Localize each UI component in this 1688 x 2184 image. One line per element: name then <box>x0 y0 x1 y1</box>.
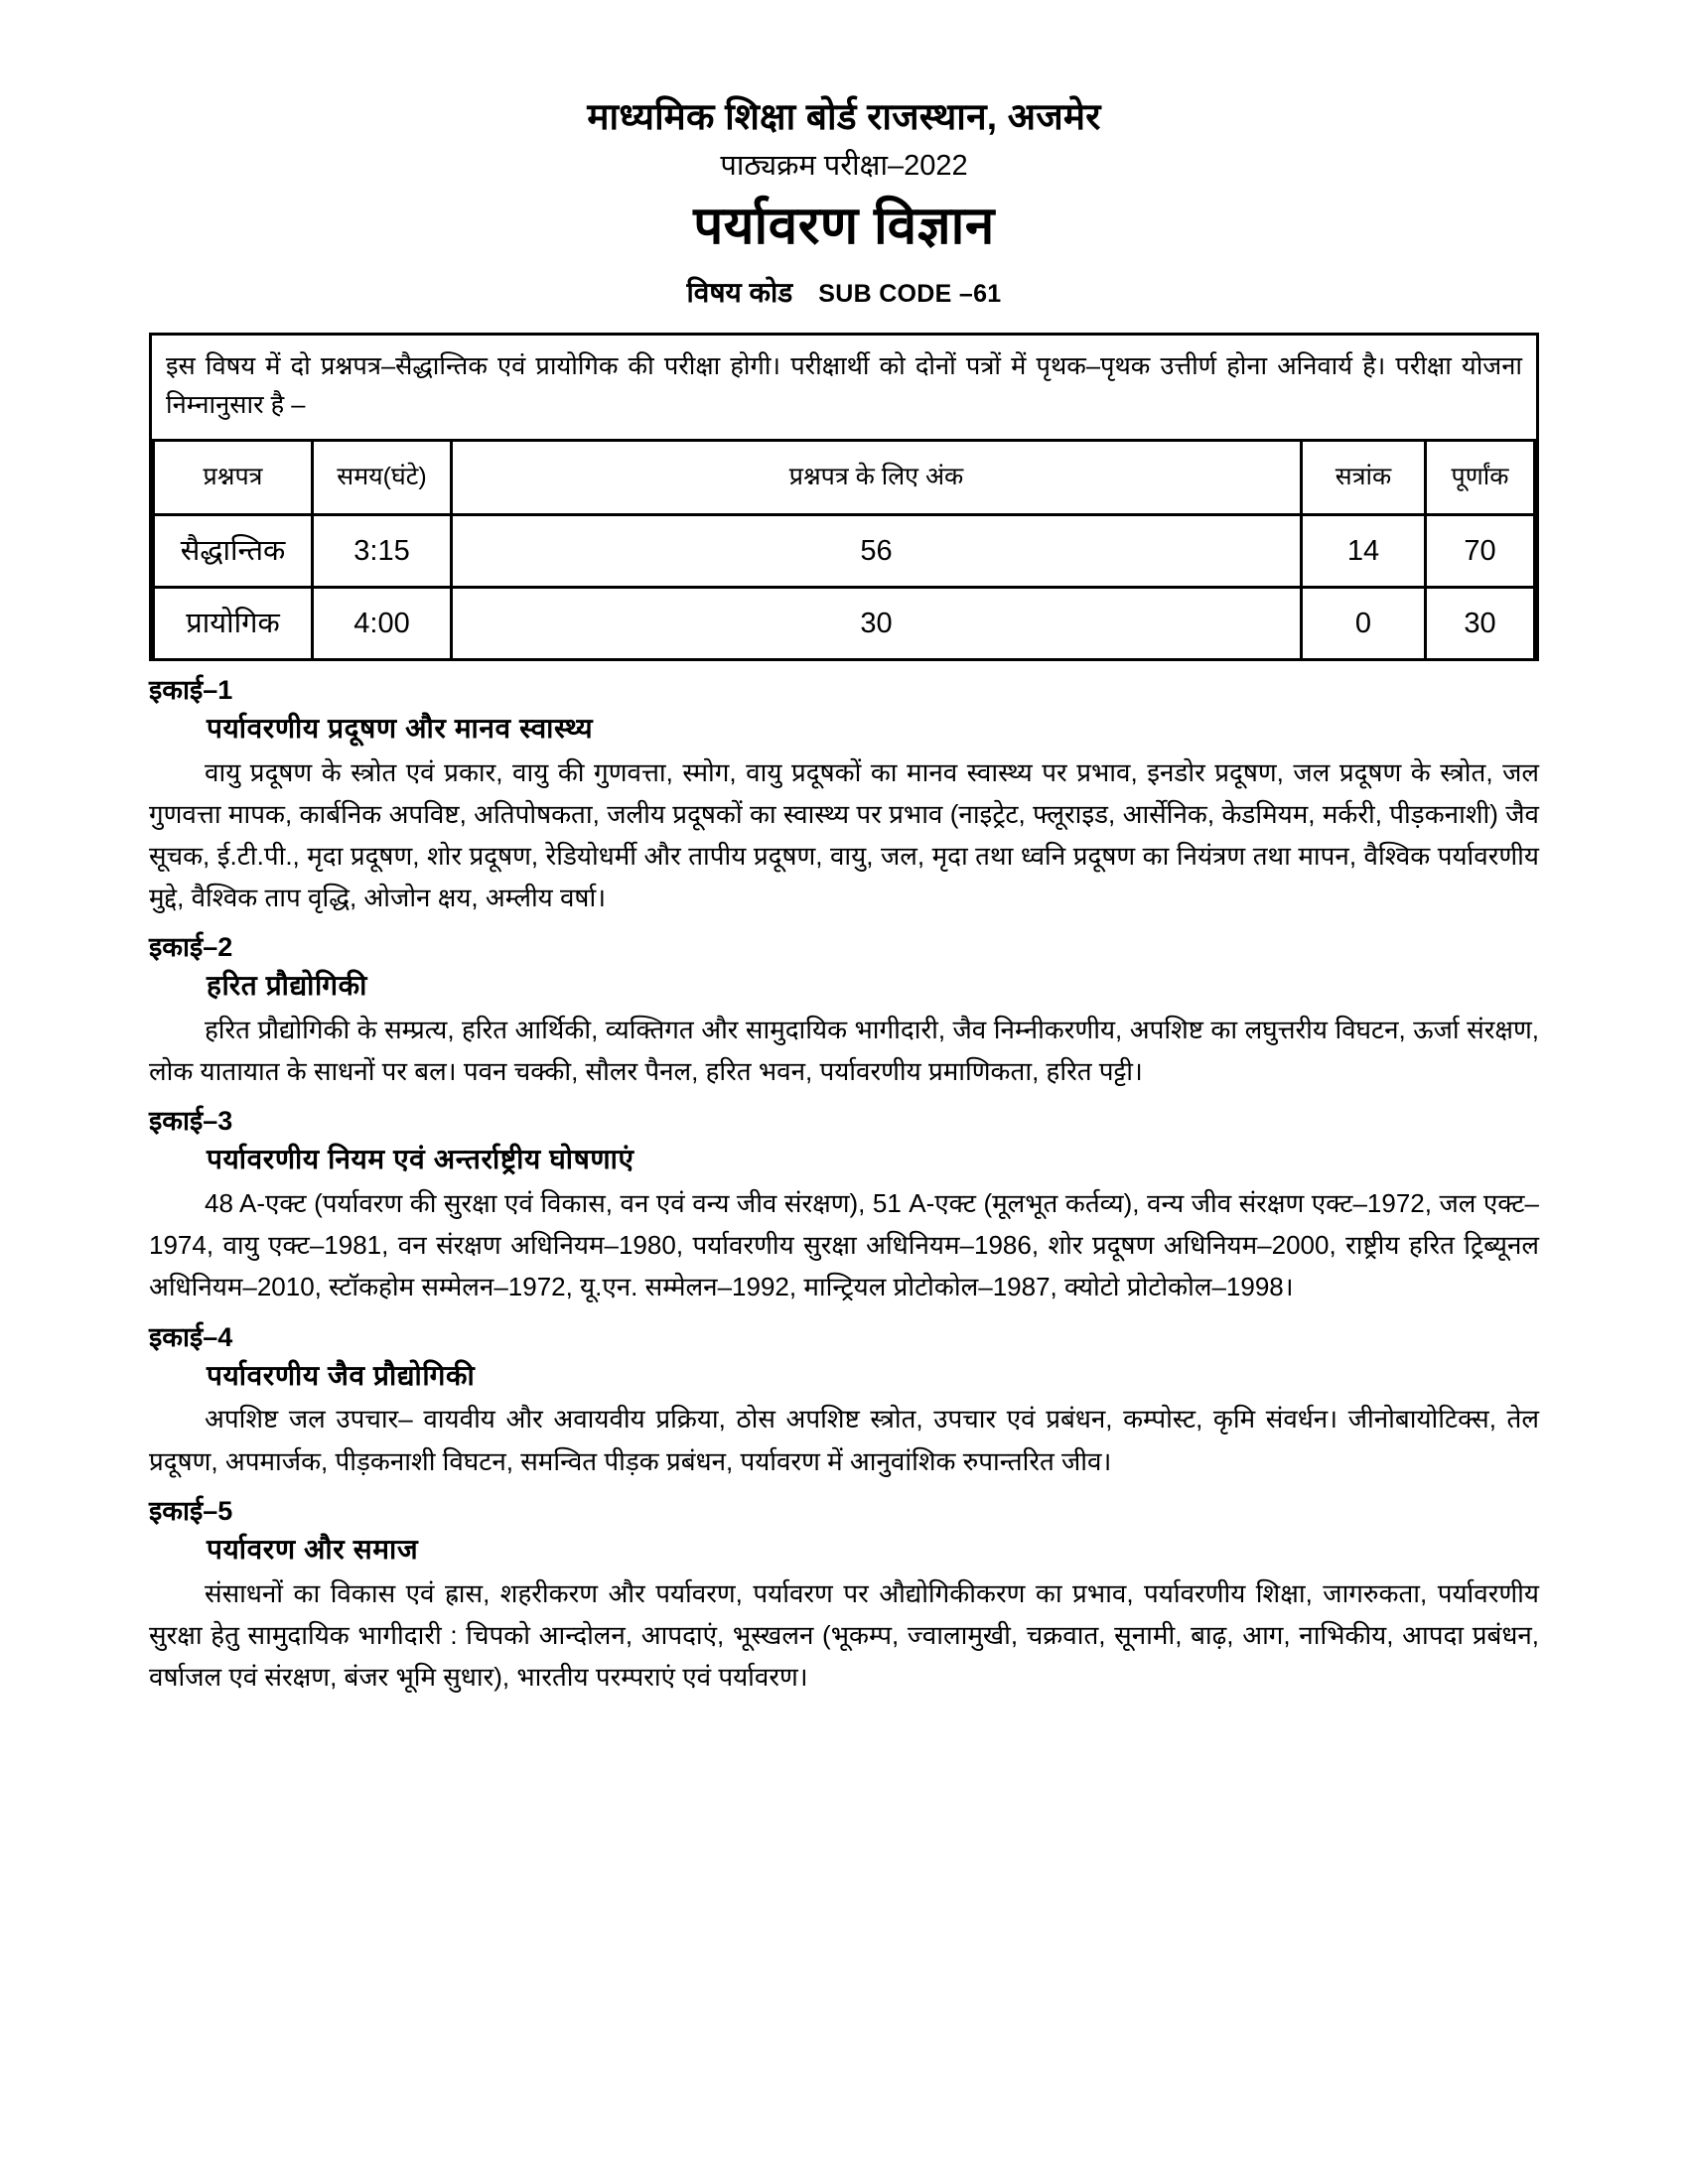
cell-total-practical: 30 <box>1426 587 1535 659</box>
subject-title: पर्यावरण विज्ञान <box>693 197 995 256</box>
unit-5 <box>149 1494 1539 1698</box>
unit-2-body: हरित प्रौद्योगिकी के सम्प्रत्य, हरित आर्थिकी, व्यक्तिगत और सामुदायिक भागीदारी, जैव निम्नीकरणीय, अपशिष्ट का लघुत्तरीय विघटन, ऊर्जा संरक्षण, लोक यातायात के साधनों पर बल। पवन चक्की, सौलर पैनल, हरित भवन, पर्यावरणीय प्रमाणिकता, हरित पट्टी। <box>149 1015 1539 1087</box>
cell-paper-practical: प्रायोगिक <box>154 587 313 659</box>
unit-5-number: इकाई–5 <box>149 1495 233 1526</box>
cell-sessional-practical: 0 <box>1302 587 1426 659</box>
unit-5-body: संसाधनों का विकास एवं ह्रास, शहरीकरण और पर्यावरण, पर्यावरण पर औद्योगिकीकरण का प्रभाव, पर्यावरणीय शिक्षा, जागरुकता, पर्यावरणीय सुरक्षा हेतु सामुदायिक भागीदारी : चिपको आन्दोलन, आपदाएं, भूस्खलन (भूकम्प, ज्वालामुखी, चक्रवात, सूनामी, बाढ़, आग, नाभिकीय, आपदा प्रबंधन, वर्षाजल एवं संरक्षण, बंजर भूमि सुधार), भारतीय परम्पराएं एवं पर्यावरण। <box>149 1577 1539 1692</box>
exam-plan-table <box>152 439 1536 661</box>
unit-2 <box>149 930 1539 1092</box>
unit-1-number: इकाई–1 <box>149 674 233 705</box>
column-header-paper: प्रश्नपत्र <box>154 440 313 514</box>
column-header-total: पूर्णांक <box>1426 440 1535 514</box>
cell-time-practical: 4:00 <box>313 587 452 659</box>
unit-1-title: पर्यावरणीय प्रदूषण और मानव स्वास्थ्य <box>207 712 594 744</box>
table-row <box>154 587 1535 659</box>
column-header-time: समय(घंटे) <box>313 440 452 514</box>
table-row <box>154 514 1535 587</box>
column-header-sessional: सत्रांक <box>1302 440 1426 514</box>
subject-code-row <box>149 273 1539 311</box>
exam-plan-block <box>149 333 1539 661</box>
subject-code-label: विषय कोड <box>686 277 793 309</box>
exam-plan-note: इस विषय में दो प्रश्नपत्र–सैद्धान्तिक एवं प्रायोगिक की परीक्षा होगी। परीक्षार्थी को दोनों पत्रों में पृथक–पृथक उत्तीर्ण होना अनिवार्य है। परीक्षा योजना निम्नानुसार है – <box>166 352 1522 420</box>
table-header-row <box>154 440 1535 514</box>
unit-1 <box>149 673 1539 918</box>
unit-3 <box>149 1104 1539 1307</box>
unit-3-body: 48 A-एक्ट (पर्यावरण की सुरक्षा एवं विकास, वन एवं वन्य जीव संरक्षण), 51 A-एक्ट (मूलभूत कर्तव्य), वन्य जीव संरक्षण एक्ट–1972, जल एक्ट–1974, वायु एक्ट–1981, वन संरक्षण अधिनियम–1980, पर्यावरणीय सुरक्षा अधिनियम–1986, शोर प्रदूषण अधिनियम–2000, राष्ट्रीय हरित ट्रिब्यूनल अधिनियम–2010, स्टॉकहोम सम्मेलन–1972, यू.एन. सम्मेलन–1992, मान्ट्रियल प्रोटोकोल–1987, क्योटो प्रोटोकोल–1998। <box>149 1188 1539 1302</box>
cell-time-theory: 3:15 <box>313 514 452 587</box>
unit-4 <box>149 1320 1539 1482</box>
unit-2-number: इकाई–2 <box>149 932 233 963</box>
cell-total-theory: 70 <box>1426 514 1535 587</box>
document-masthead <box>149 95 1539 311</box>
unit-2-title: हरित प्रौद्योगिकी <box>207 970 367 1002</box>
unit-5-title: पर्यावरण और समाज <box>207 1533 419 1565</box>
unit-3-number: इकाई–3 <box>149 1106 233 1137</box>
cell-paper-marks-theory: 56 <box>452 514 1302 587</box>
unit-3-title: पर्यावरणीय नियम एवं अन्तर्राष्ट्रीय घोषणाएं <box>207 1144 634 1175</box>
syllabus-year-line: पाठ्यक्रम परीक्षा–2022 <box>720 149 968 182</box>
unit-4-title: पर्यावरणीय जैव प्रौद्योगिकी <box>207 1359 476 1391</box>
column-header-paper-marks: प्रश्नपत्र के लिए अंक <box>452 440 1302 514</box>
cell-paper-marks-practical: 30 <box>452 587 1302 659</box>
board-name: माध्यमिक शिक्षा बोर्ड राजस्थान, अजमेर <box>587 96 1101 137</box>
unit-1-body: वायु प्रदूषण के स्त्रोत एवं प्रकार, वायु की गुणवत्ता, स्मोग, वायु प्रदूषकों का मानव स्वास्थ्य पर प्रभाव, इनडोर प्रदूषण, जल प्रदूषण के स्त्रोत, जल गुणवत्ता मापक, कार्बनिक अपविष्ट, अतिपोषकता, जलीय प्रदूषकों का स्वास्थ्य पर प्रभाव (नाइट्रेट, फ्लूराइड, आर्सेनिक, केडमियम, मर्करी, पीड़कनाशी) जैव सूचक, ई.टी.पी., मृदा प्रदूषण, शोर प्रदूषण, रेडियोधर्मी और तापीय प्रदूषण, वायु, जल, मृदा तथा ध्वनि प्रदूषण का नियंत्रण तथा मापन, वैश्विक पर्यावरणीय मुद्दे, वैश्विक ताप वृद्धि, ओजोन क्षय, अम्लीय वर्षा। <box>149 756 1539 913</box>
cell-sessional-theory: 14 <box>1302 514 1426 587</box>
cell-paper-theory: सैद्धान्तिक <box>154 514 313 587</box>
unit-4-number: इकाई–4 <box>149 1321 233 1352</box>
subject-code-value: SUB CODE –61 <box>818 280 1002 309</box>
unit-4-body: अपशिष्ट जल उपचार– वायवीय और अवायवीय प्रक्रिया, ठोस अपशिष्ट स्त्रोत, उपचार एवं प्रबंधन, कम्पोस्ट, कृमि संवर्धन। जीनोबायोटिक्स, तेल प्रदूषण, अपमार्जक, पीड़कनाशी विघटन, समन्वित पीड़क प्रबंधन, पर्यावरण में आनुवांशिक रुपान्तरित जीव। <box>149 1404 1539 1476</box>
